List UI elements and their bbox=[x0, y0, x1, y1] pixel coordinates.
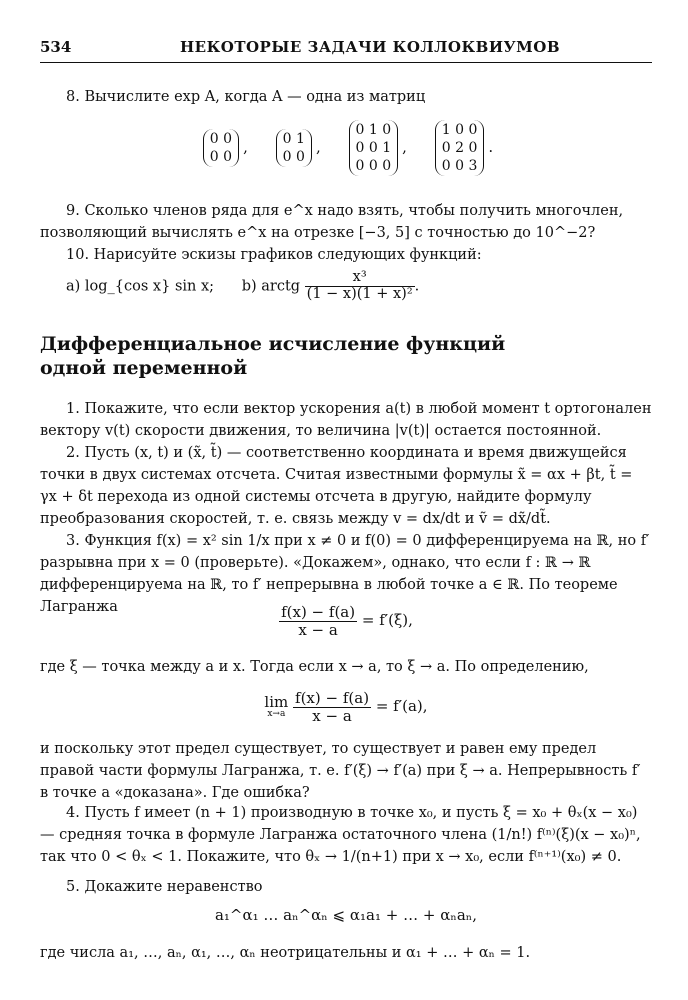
limit-operator bbox=[264, 694, 288, 720]
section-title bbox=[40, 332, 652, 380]
matrix-row: 0 0 1 bbox=[355, 140, 392, 156]
problem-5: 5. Докажите неравенство bbox=[66, 879, 263, 895]
matrix-row: 0 0 bbox=[209, 149, 233, 165]
problem-3-intro: 3. Функция f(x) = x² sin 1/x при x ≠ 0 и f(0) = 0 дифференцируема на ℝ, но f′ разрывна при x = 0 (проверьте). «Докажем», однако, что если f : ℝ → ℝ дифференцируема на ℝ, то f′ непрерывна в любой точке a ∈ ℝ. По теореме Лагранжа bbox=[40, 533, 650, 615]
fraction-numerator: f(x) − f(a) bbox=[281, 603, 356, 621]
problem-3-middle: где ξ — точка между a и x. Тогда если x → a, то ξ → a. По определению, bbox=[40, 659, 589, 675]
section-title-line-1: Дифференциальное исчисление функций bbox=[40, 333, 506, 355]
graph-b-fraction bbox=[305, 270, 415, 303]
running-title: НЕКОТОРЫЕ ЗАДАЧИ КОЛЛОКВИУМОВ bbox=[180, 38, 561, 56]
problem-8: 8. Вычислите exp A, когда A — одна из матриц bbox=[66, 89, 426, 105]
matrix-row: 0 1 bbox=[282, 131, 305, 147]
running-header bbox=[40, 38, 650, 58]
matrix-row: 1 0 0 bbox=[441, 122, 478, 138]
matrix-row: 0 0 bbox=[282, 149, 305, 165]
problem-9: 9. Сколько членов ряда для e^x надо взять, чтобы получить многочлен, позволяющий вычислять e^x на отрезке [−3, 5] с точностью до 10^−2? bbox=[40, 203, 624, 241]
fraction-denominator: x − a bbox=[298, 620, 338, 639]
matrix-row: 0 1 0 bbox=[355, 122, 392, 138]
problem-3-end: и поскольку этот предел существует, то существует и равен ему предел правой части формулы Лагранжа, т. е. f′(ξ) → f′(a) при ξ → a. Непрерывность f′ в точке a «доказана». Где ошибка? bbox=[40, 741, 641, 801]
fraction-numerator: x³ bbox=[305, 270, 415, 287]
matrix-row: 0 0 0 bbox=[355, 158, 392, 174]
section-title-line-2: одной переменной bbox=[40, 357, 248, 379]
matrices-row: 0 0 0 0, 0 1 0 0, 0 1 0 0 0 1 0 0 0, 1 0 0 0 2 0 0 0 3. bbox=[40, 120, 652, 176]
lagrange-formula bbox=[40, 604, 652, 638]
fraction-denominator: x − a bbox=[312, 706, 352, 725]
header-rule bbox=[40, 62, 652, 63]
problem-5-tail: где числа a₁, …, aₙ, α₁, …, αₙ неотрицательны и α₁ + … + αₙ = 1. bbox=[40, 945, 531, 961]
limit-subscript: x→a bbox=[267, 709, 286, 720]
limit-fraction bbox=[293, 690, 371, 724]
fraction-numerator: f(x) − f(a) bbox=[295, 689, 370, 707]
limit-label: lim bbox=[264, 692, 289, 711]
problem-4: 4. Пусть f имеет (n + 1) производную в точке x₀, и пусть ξ = x₀ + θₓ(x − x₀) — средняя точка в формуле Лагранжа остаточного члена (1/n!) f⁽ⁿ⁾(ξ)(x − x₀)ⁿ, так что 0 < θₓ < 1. Покажите, что θₓ → 1/(n+1) при x → x₀, если f⁽ⁿ⁺¹⁾(x₀) ≠ 0. bbox=[40, 805, 641, 865]
graph-a: a) log_{cos x} sin x; bbox=[66, 278, 215, 295]
graph-b-label: b) arctg bbox=[241, 278, 301, 295]
matrix-row: 0 0 3 bbox=[441, 158, 478, 174]
problem-2: 2. Пусть (x, t) и (x̃, t̃) — соответственно координата и время движущейся точки в двух системах отсчета. Считая известными формулы x̃ = αx + βt, t̃ = γx + δt перехода из одной системы отсчета в другую, найдите формулу преобразования скоростей, т. е. связь между v = dx/dt и ṽ = dx̃/dt̃. bbox=[40, 445, 633, 527]
matrix-row: 0 2 0 bbox=[441, 140, 478, 156]
fraction-denominator: (1 − x)(1 + x)² bbox=[306, 285, 413, 302]
problem-1: 1. Покажите, что если вектор ускорения a(t) в любой момент t ортогонален вектору v(t) скорости движения, то величина |v(t)| остается постоянной. bbox=[40, 401, 652, 439]
page-number: 534 bbox=[40, 38, 72, 56]
matrix-2 bbox=[276, 129, 312, 167]
limit-formula bbox=[40, 690, 652, 724]
lagrange-rhs: = f′(ξ), bbox=[361, 611, 413, 629]
problem-10: 10. Нарисуйте эскизы графиков следующих функций: bbox=[66, 247, 482, 263]
matrix-row: 0 0 bbox=[209, 131, 233, 147]
matrix-3 bbox=[349, 120, 399, 176]
graphs-line: a) log_{cos x} sin x; b) arctg $\frac{\text{x³}}{\text{(1 − x)(1 + x)²}}$ . bbox=[66, 269, 420, 302]
inequality-formula: a₁^α₁ … aₙ^αₙ ⩽ α₁a₁ + … + αₙaₙ, bbox=[214, 906, 478, 924]
lagrange-fraction bbox=[279, 604, 357, 638]
matrix-4 bbox=[435, 120, 485, 176]
matrix-1 bbox=[203, 129, 239, 167]
limit-rhs: = f′(a), bbox=[375, 697, 428, 715]
